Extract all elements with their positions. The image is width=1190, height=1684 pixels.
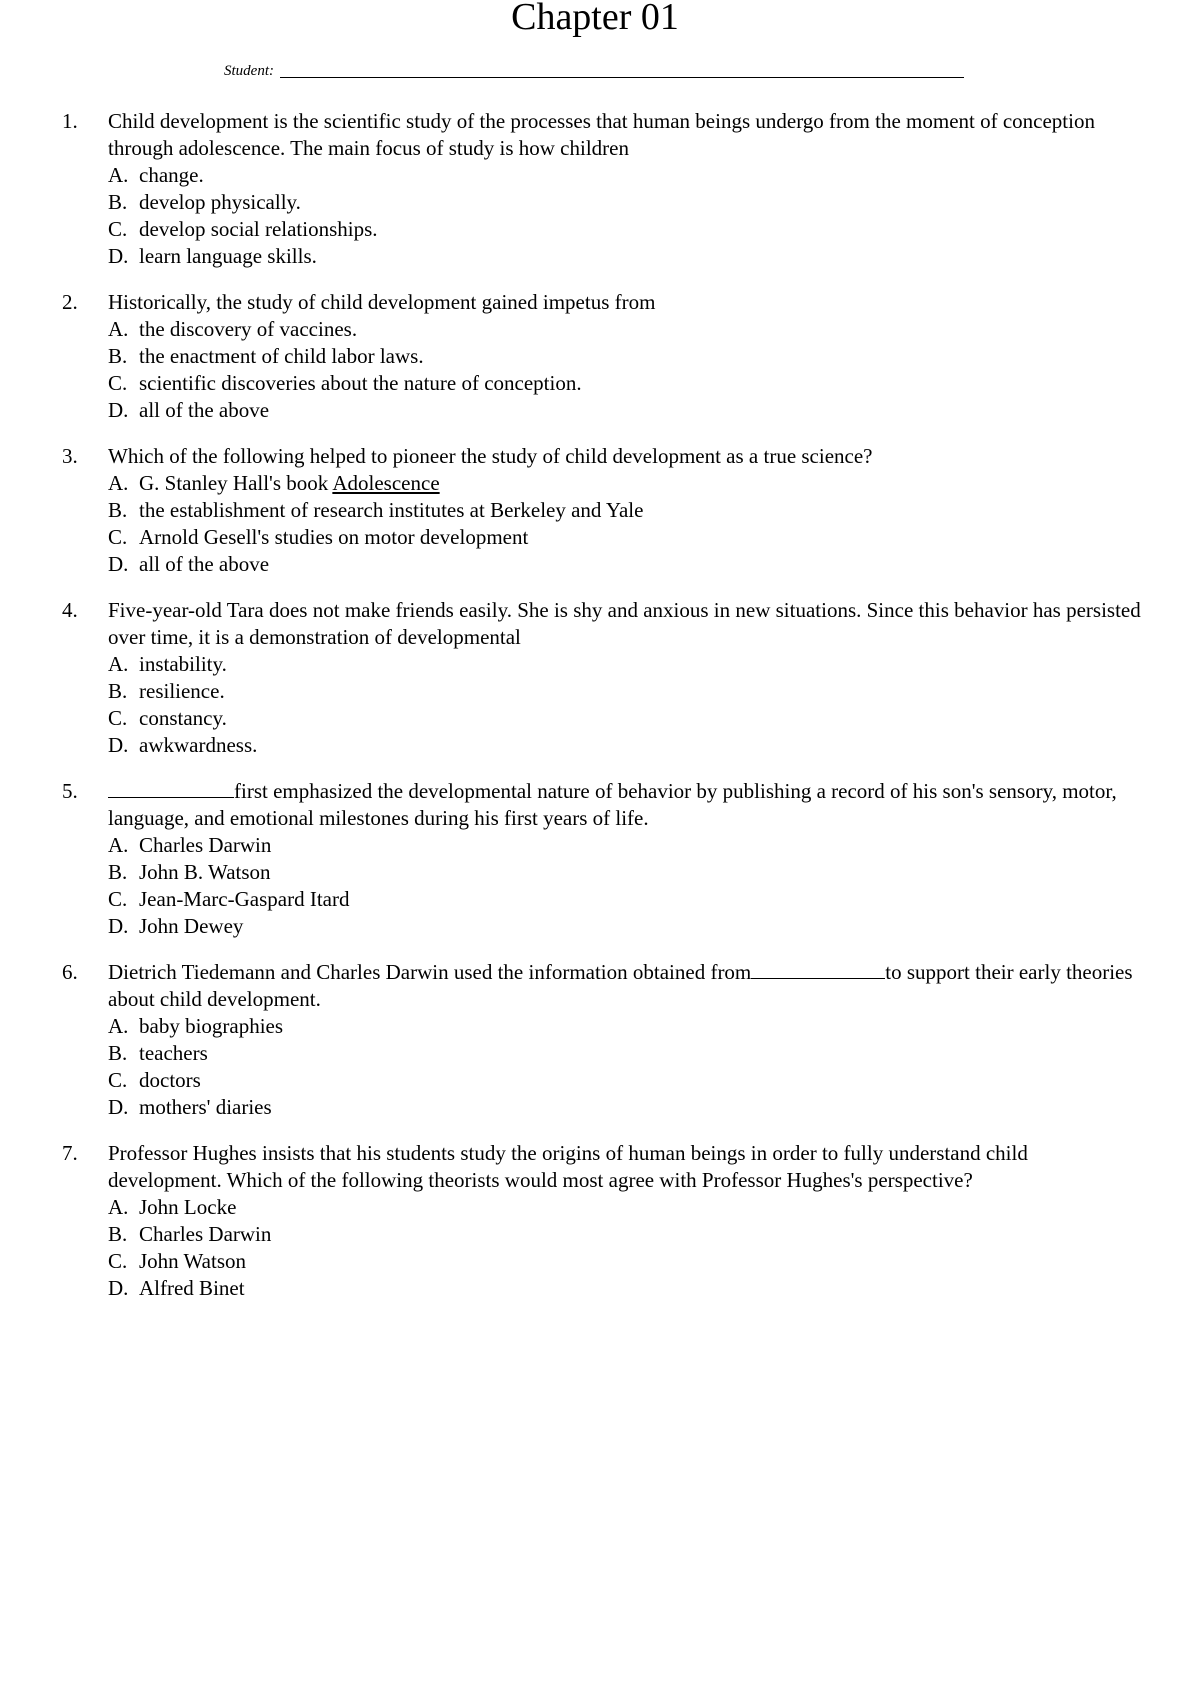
choice-list: [108, 1194, 1142, 1302]
choice-letter: A.: [108, 317, 129, 341]
question-6: [62, 959, 1142, 1121]
choice-letter: D.: [108, 398, 129, 422]
question-number: 2.: [62, 290, 78, 314]
question-body: [108, 289, 1142, 424]
question-1: [62, 108, 1142, 270]
choice-text: constancy.: [139, 706, 227, 730]
question-number: 7.: [62, 1141, 78, 1165]
choice-c[interactable]: [108, 886, 1142, 913]
choice-list: [108, 162, 1142, 270]
question-number: 3.: [62, 444, 78, 468]
choice-text: develop social relationships.: [139, 217, 378, 241]
choice-text: Jean-Marc-Gaspard Itard: [139, 887, 350, 911]
choice-letter: D.: [108, 552, 129, 576]
question-list: [62, 108, 1142, 1321]
choice-text: doctors: [139, 1068, 201, 1092]
choice-text: Charles Darwin: [139, 833, 272, 857]
question-number: 6.: [62, 960, 78, 984]
choice-letter: A.: [108, 1195, 129, 1219]
question-body: [108, 108, 1142, 270]
choice-c[interactable]: [108, 216, 1142, 243]
question-stem: Professor Hughes insists that his students study the origins of human beings in order to fully understand child development. Which of the following theorists would most agree with Professor Hughes's perspective?: [108, 1141, 1028, 1192]
choice-letter: A.: [108, 833, 129, 857]
choice-c[interactable]: [108, 705, 1142, 732]
question-number: 1.: [62, 109, 78, 133]
choice-list: [108, 832, 1142, 940]
page-title: Chapter 01: [511, 0, 679, 38]
question-stem-before: Dietrich Tiedemann and Charles Darwin used the information obtained from: [108, 960, 752, 984]
choice-text: Charles Darwin: [139, 1222, 272, 1246]
student-name-line[interactable]: [280, 77, 964, 78]
choice-text: John Watson: [139, 1249, 247, 1273]
choice-letter: A.: [108, 471, 129, 495]
choice-letter: B.: [108, 860, 128, 884]
choice-text: Arnold Gesell's studies on motor development: [139, 525, 529, 549]
question-number: 5.: [62, 779, 78, 803]
choice-letter: B.: [108, 1041, 128, 1065]
choice-a[interactable]: [108, 832, 1142, 859]
choice-text: learn language skills.: [139, 244, 317, 268]
choice-text: mothers' diaries: [139, 1095, 272, 1119]
question-body: [108, 1140, 1142, 1302]
question-3: [62, 443, 1142, 578]
choice-letter: B.: [108, 344, 128, 368]
choice-a[interactable]: [108, 1194, 1142, 1221]
choice-d[interactable]: [108, 1275, 1142, 1302]
question-number: 4.: [62, 598, 78, 622]
choice-list: [108, 1013, 1142, 1121]
student-name-row: [224, 62, 964, 80]
choice-c[interactable]: [108, 370, 1142, 397]
question-2: [62, 289, 1142, 424]
book-title: Adolescence: [332, 471, 440, 495]
question-5: [62, 778, 1142, 940]
choice-letter: C.: [108, 525, 128, 549]
choice-letter: D.: [108, 914, 129, 938]
choice-letter: C.: [108, 1068, 128, 1092]
choice-b[interactable]: [108, 859, 1142, 886]
question-stem: [108, 778, 1142, 832]
choice-text: Alfred Binet: [139, 1276, 245, 1300]
choice-letter: B.: [108, 190, 128, 214]
choice-letter: C.: [108, 887, 128, 911]
question-body: [108, 959, 1142, 1121]
choice-letter: B.: [108, 1222, 128, 1246]
question-stem-text: first emphasized the developmental nature of behavior by publishing a record of his son's sensory, motor, language, and emotional milestones during his first years of life.: [108, 779, 1117, 830]
choice-a[interactable]: [108, 162, 1142, 189]
choice-d[interactable]: [108, 1094, 1142, 1121]
question-stem: Historically, the study of child development gained impetus from: [108, 290, 656, 314]
choice-letter: A.: [108, 163, 129, 187]
choice-letter: D.: [108, 1095, 129, 1119]
choice-list: [108, 316, 1142, 424]
choice-a[interactable]: [108, 470, 1142, 497]
choice-text: change.: [139, 163, 204, 187]
choice-letter: B.: [108, 679, 128, 703]
choice-letter: C.: [108, 706, 128, 730]
choice-c[interactable]: [108, 1248, 1142, 1275]
choice-letter: A.: [108, 1014, 129, 1038]
choice-text: John Locke: [139, 1195, 237, 1219]
choice-text: baby biographies: [139, 1014, 284, 1038]
question-4: [62, 597, 1142, 759]
choice-letter: D.: [108, 733, 129, 757]
choice-letter: C.: [108, 217, 128, 241]
choice-letter: D.: [108, 244, 129, 268]
choice-b[interactable]: [108, 1040, 1142, 1067]
choice-list: [108, 470, 1142, 578]
student-label: Student:: [224, 63, 274, 79]
answer-blank[interactable]: [108, 778, 234, 798]
question-body: [108, 778, 1142, 940]
choice-text: instability.: [139, 652, 227, 676]
choice-d[interactable]: [108, 551, 1142, 578]
choice-b[interactable]: [108, 189, 1142, 216]
choice-text: John B. Watson: [139, 860, 271, 884]
choice-a[interactable]: [108, 316, 1142, 343]
choice-text: all of the above: [139, 398, 270, 422]
choice-text: the discovery of vaccines.: [139, 317, 358, 341]
choice-letter: D.: [108, 1276, 129, 1300]
choice-a[interactable]: [108, 1013, 1142, 1040]
choice-text: all of the above: [139, 552, 270, 576]
choice-d[interactable]: [108, 243, 1142, 270]
choice-text: scientific discoveries about the nature of conception.: [139, 371, 582, 395]
choice-letter: C.: [108, 1249, 128, 1273]
choice-text: the establishment of research institutes at Berkeley and Yale: [139, 498, 644, 522]
choice-list: [108, 651, 1142, 759]
choice-letter: C.: [108, 371, 128, 395]
choice-b[interactable]: [108, 497, 1142, 524]
question-body: [108, 597, 1142, 759]
choice-text-plain: G. Stanley Hall's book: [139, 471, 333, 495]
choice-text: the enactment of child labor laws.: [139, 344, 424, 368]
choice-b[interactable]: [108, 678, 1142, 705]
choice-b[interactable]: [108, 343, 1142, 370]
question-7: [62, 1140, 1142, 1302]
choice-text: develop physically.: [139, 190, 301, 214]
choice-d[interactable]: [108, 732, 1142, 759]
choice-a[interactable]: [108, 651, 1142, 678]
choice-text: resilience.: [139, 679, 225, 703]
choice-letter: B.: [108, 498, 128, 522]
choice-c[interactable]: [108, 1067, 1142, 1094]
question-stem: Which of the following helped to pioneer the study of child development as a true science?: [108, 444, 873, 468]
answer-blank[interactable]: [751, 959, 885, 979]
question-stem-after: to support their early theories about child development.: [108, 960, 1133, 1011]
question-stem: Five-year-old Tara does not make friends easily. She is shy and anxious in new situations. Since this behavior has persisted over time, it is a demonstration of developmental: [108, 598, 1141, 649]
choice-text: [139, 470, 440, 497]
choice-text: awkwardness.: [139, 733, 258, 757]
question-body: [108, 443, 1142, 578]
choice-text: John Dewey: [139, 914, 244, 938]
question-stem: [108, 959, 1142, 1013]
choice-b[interactable]: [108, 1221, 1142, 1248]
choice-d[interactable]: [108, 397, 1142, 424]
question-stem: Child development is the scientific study of the processes that human beings undergo from the moment of conception through adolescence. The main focus of study is how children: [108, 109, 1095, 160]
choice-letter: A.: [108, 652, 129, 676]
choice-d[interactable]: [108, 913, 1142, 940]
choice-text: teachers: [139, 1041, 208, 1065]
choice-c[interactable]: [108, 524, 1142, 551]
